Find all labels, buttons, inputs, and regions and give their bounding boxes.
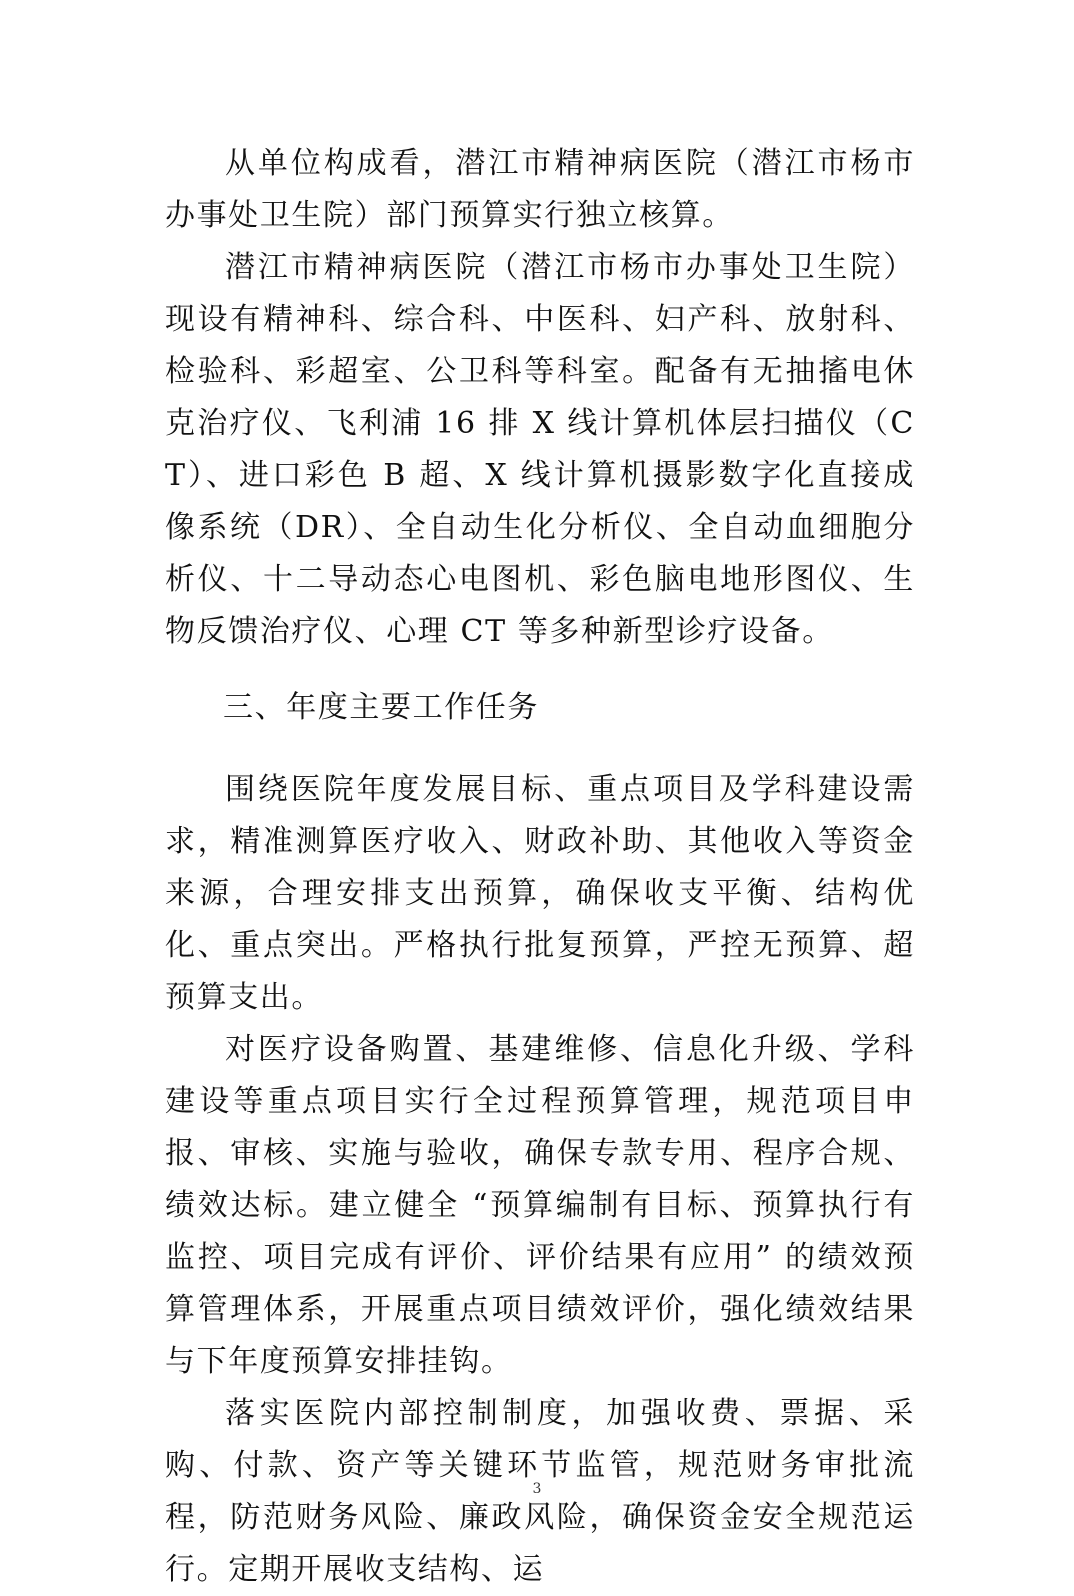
paragraph-budget-planning: 围绕医院年度发展目标、重点项目及学科建设需求，精准测算医疗收入、财政补助、其他收入等资金来源，合理安排支出预算，确保收支平衡、结构优化、重点突出。严格执行批复预算，严控无预算、超预算支出。 (165, 772, 915, 1015)
paragraph-departments-equipment: 潜江市精神病医院（潜江市杨市办事处卫生院）现设有精神科、综合科、中医科、妇产科、放射科、检验科、彩超室、公卫科等科室。配备有无抽搐电休克治疗仪、飞利浦 16 排 X 线计算机体层扫描仪（CT）、进口彩色 B 超、X 线计算机摄影数字化直接成像系统（DR）、全自动生化分析仪、全自动血细胞分析仪、十二导动态心电图机、彩色脑电地形图仪、生物反馈治疗仪、心理 CT 等多种新型诊疗设备。 (165, 250, 915, 649)
page-number: 3 (532, 1481, 542, 1497)
section-heading: 三、年度主要工作任务 (223, 690, 539, 725)
paragraph-unit-composition: 从单位构成看，潜江市精神病医院（潜江市杨市办事处卫生院）部门预算实行独立核算。 (165, 146, 915, 233)
paragraph-project-management: 对医疗设备购置、基建维修、信息化升级、学科建设等重点项目实行全过程预算管理，规范项目申报、审核、实施与验收，确保专款专用、程序合规、绩效达标。建立健全 “预算编制有目标、预算执行有监控、项目完成有评价、评价结果有应用” 的绩效预算管理体系，开展重点项目绩效评价，强化绩效结果与下年度预算安排挂钩。 (165, 1032, 915, 1379)
document-body (165, 138, 915, 1596)
paragraph-internal-control: 落实医院内部控制制度，加强收费、票据、采购、付款、资产等关键环节监管，规范财务审批流程，防范财务风险、廉政风险，确保资金安全规范运行。定期开展收支结构、运 (165, 1396, 915, 1587)
